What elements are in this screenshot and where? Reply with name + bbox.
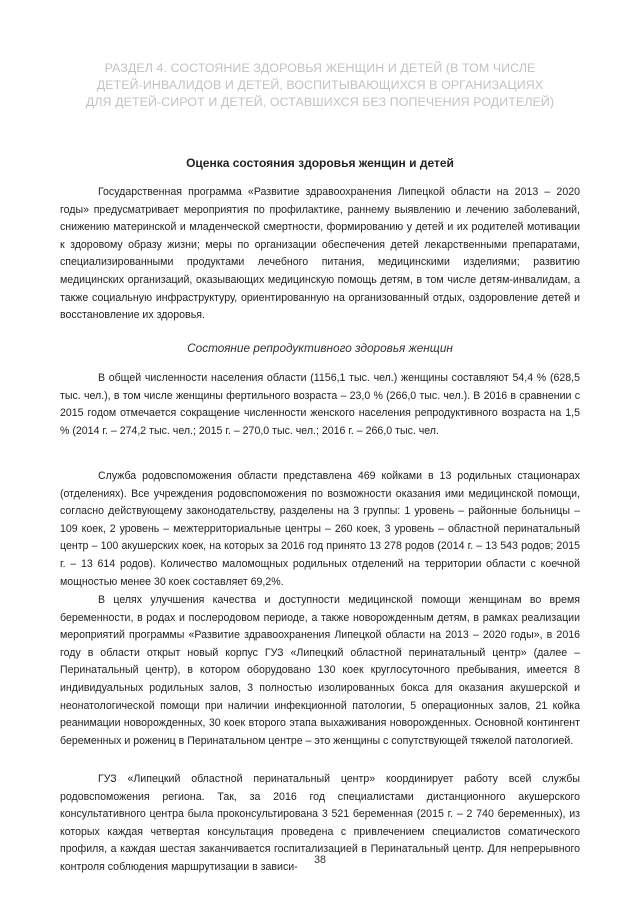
section-heading-line-2: ДЕТЕЙ-ИНВАЛИДОВ И ДЕТЕЙ, ВОСПИТЫВАЮЩИХСЯ В ОРГАНИЗАЦИЯХ — [96, 78, 544, 92]
paragraph-coordination: ГУЗ «Липецкий областной перинатальный центр» координирует работу всей службы родовспоможения региона. Так, за 2016 год специалистами дистанционного акушерского консультативного центра была проконсультирована 3 521 беременная (2015 г. – 2 740 беременных), из которых каждая четвертая консультация проведена с привлечением специалистов соматического профиля, а каждая шестая заканчивается госпитализацией в Перинатальный центр. Для непрерывного контроля соблюдения маршрутизации в зависи- — [60, 773, 580, 873]
paragraph-program: Государственная программа «Развитие здравоохранения Липецкой области на 2013 – 2020 годы» предусматривает мероприятия по профилактике, раннему выявлению и лечению заболеваний, снижению материнской и младенческой смертности, формированию у детей и их родителей мотивации к здоровому образу жизни; меры по организации обеспечения детей лекарственными препаратами, специализированными продуктами лечебного питания, медицинскими изделиями; развитию медицинских организаций, оказывающих медицинскую помощь детям, в том числе детям-инвалидам, а также социальную инфраструктуру, ориентированную на организованный отдых, оздоровление детей и восстановление их здоровья. — [60, 186, 580, 322]
paragraph-obstetric-service: Служба родовспоможения области представлена 469 койками в 13 родильных стационарах (отделениях). Все учреждения родовспоможения по возможности оказания ими медицинской помощи, согласно действующему законодательству, разделены на 3 группы: 1 уровень – районные больницы – 109 коек, 2 уровень – межтерриториальные центры – 260 коек, 3 уровень – областной перинатальный центр – 100 акушерских коек, на которых за 2016 год принято 13 278 родов (2014 г. – 13 543 родов; 2015 г. – 13 614 родов). Количество маломощных родильных отделений на территории области с коечной мощностью менее 30 коек составляет 69,2%. — [60, 470, 580, 588]
section-heading-line-3: ДЛЯ ДЕТЕЙ-СИРОТ И ДЕТЕЙ, ОСТАВШИХСЯ БЕЗ ПОПЕЧЕНИЯ РОДИТЕЛЕЙ) — [85, 95, 555, 109]
paragraph-population: В общей численности населения области (1156,1 тыс. чел.) женщины составляют 54,4 % (628,5 тыс. чел.), в том числе женщины фертильного возраста – 23,0 % (266,0 тыс. чел.). В 2016 в сравнении с 2015 годом отмечается сокращение численности женского населения репродуктивного возраста на 1,5 % (2014 г. – 274,2 тыс. чел.; 2015 г. – 270,0 тыс. чел.; 2016 г. – 266,0 тыс. чел. — [60, 372, 580, 437]
page-number: 38 — [314, 854, 326, 866]
section-heading-line-1: РАЗДЕЛ 4. СОСТОЯНИЕ ЗДОРОВЬЯ ЖЕНЩИН И ДЕТЕЙ (В ТОМ ЧИСЛЕ — [104, 61, 536, 75]
section-heading — [68, 60, 572, 111]
assessment-subtitle: Оценка состояния здоровья женщин и детей — [186, 156, 454, 170]
reproductive-subtitle: Состояние репродуктивного здоровья женщин — [187, 341, 453, 355]
paragraph-perinatal-center: В целях улучшения качества и доступности медицинской помощи женщинам во время беременности, в родах и послеродовом периоде, а также новорожденным детям, в рамках реализации мероприятий программы «Развитие здравоохранения Липецкой области на 2013 – 2020 годы», в 2016 году в области открыт новый корпус ГУЗ «Липецкий областной перинатальный центр» (далее – Перинатальный центр), в котором оборудовано 130 коек круглосуточного пребывания, имеется 8 индивидуальных родильных залов, 3 полностью изолированных бокса для оказания акушерской и неонатологической помощи при наличии инфекционной патологии, 5 операционных залов, 21 койка реанимации новорожденных, 30 коек второго этапа выхаживания новорожденных. Основной контингент беременных и рожениц в Перинатальном центре – это женщины с сопутствующей тяжелой патологией. — [60, 594, 580, 747]
